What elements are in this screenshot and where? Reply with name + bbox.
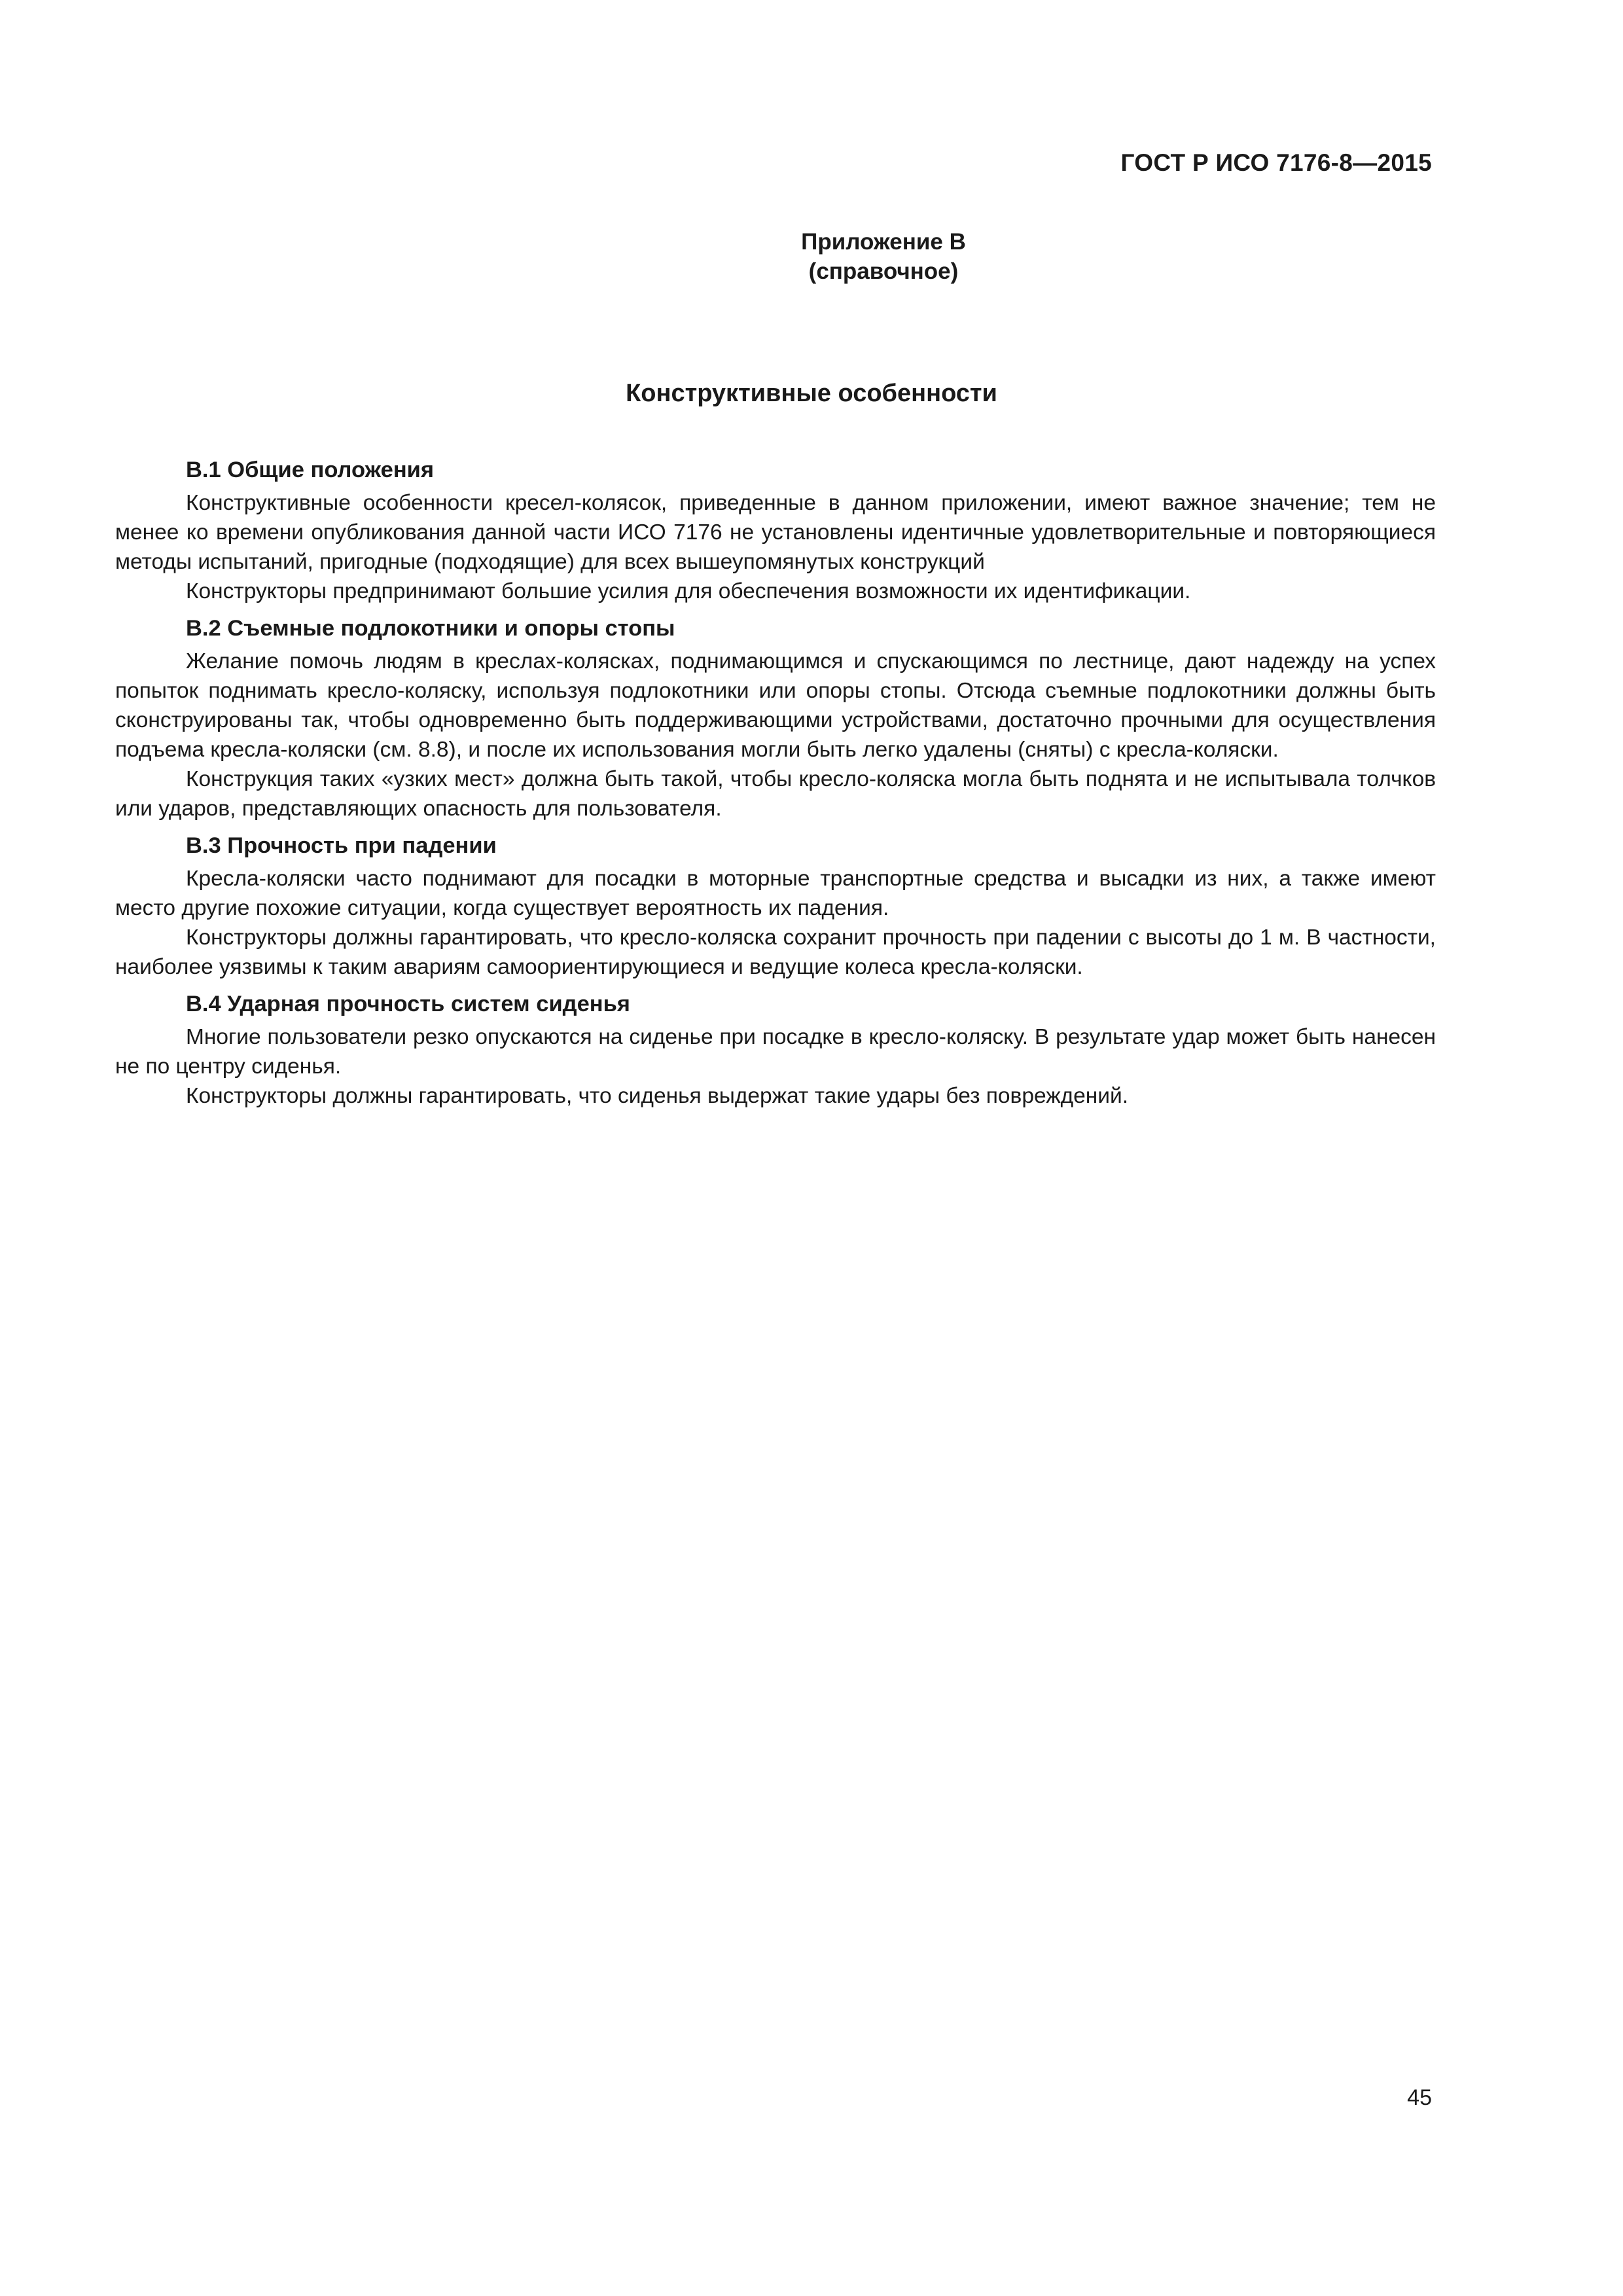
paragraph: Желание помочь людям в креслах-колясках, поднимающимся и спускающимся по лестнице, дают надежду на успех попыток поднимать кресло-коляску, используя подлокотники или опоры стопы. Отсюда съемные подлокотники должны быть сконструированы так, чтобы одновременно быть поддерживающими устройствами, достаточно прочными для осуществления подъема кресла-коляски (см. 8.8), и после их использования могли быть легко удалены (сняты) с кресла-коляски. xyxy=(115,649,1436,762)
standard-code-header: ГОСТ Р ИСО 7176-8—2015 xyxy=(1120,149,1432,176)
section-b4 xyxy=(115,990,1436,1111)
appendix-status: (справочное) xyxy=(808,259,959,284)
section-heading: В.2 Съемные подлокотники и опоры стопы xyxy=(186,616,675,641)
appendix-label: Приложение В xyxy=(801,229,966,255)
paragraph: Конструкторы предпринимают большие усилия для обеспечения возможности их идентификации. xyxy=(186,579,1191,603)
paragraph: Кресла-коляски часто поднимают для посадки в моторные транспортные средства и высадки из них, а также имеют место другие похожие ситуации, когда существует вероятность их падения. xyxy=(115,867,1436,920)
page-number: 45 xyxy=(1407,2085,1432,2110)
paragraph: Конструкторы должны гарантировать, что кресло-коляска сохранит прочность при падении с высоты до 1 м. В частности, наиболее уязвимы к таким авариям самоориентирующиеся и ведущие колеса кресла-коляски. xyxy=(115,925,1436,979)
page-title: Конструктивные особенности xyxy=(626,380,997,407)
document-body xyxy=(115,456,1436,1111)
paragraph: Конструкторы должны гарантировать, что сиденья выдержат такие удары без повреждений. xyxy=(186,1084,1129,1108)
section-heading: В.4 Ударная прочность систем сиденья xyxy=(186,992,630,1016)
section-heading: В.3 Прочность при падении xyxy=(186,833,497,858)
section-b2 xyxy=(115,614,1436,823)
paragraph: Конструкция таких «узких мест» должна быть такой, чтобы кресло-коляска могла быть поднята и не испытывала толчков или ударов, представляющих опасность для пользователя. xyxy=(115,767,1436,821)
section-heading: В.1 Общие положения xyxy=(186,457,435,482)
section-b1 xyxy=(115,456,1436,606)
appendix-heading xyxy=(0,227,1623,286)
section-b3 xyxy=(115,831,1436,982)
paragraph: Конструктивные особенности кресел-колясок, приведенные в данном приложении, имеют важное значение; тем не менее ко времени опубликования данной части ИСО 7176 не установлены идентичные удовлетворительные и повторяющиеся методы испытаний, пригодные (подходящие) для всех вышеупомянутых конструкций xyxy=(115,491,1436,574)
paragraph: Многие пользователи резко опускаются на сиденье при посадке в кресло-коляску. В результате удар может быть нанесен не по центру сиденья. xyxy=(115,1025,1436,1079)
